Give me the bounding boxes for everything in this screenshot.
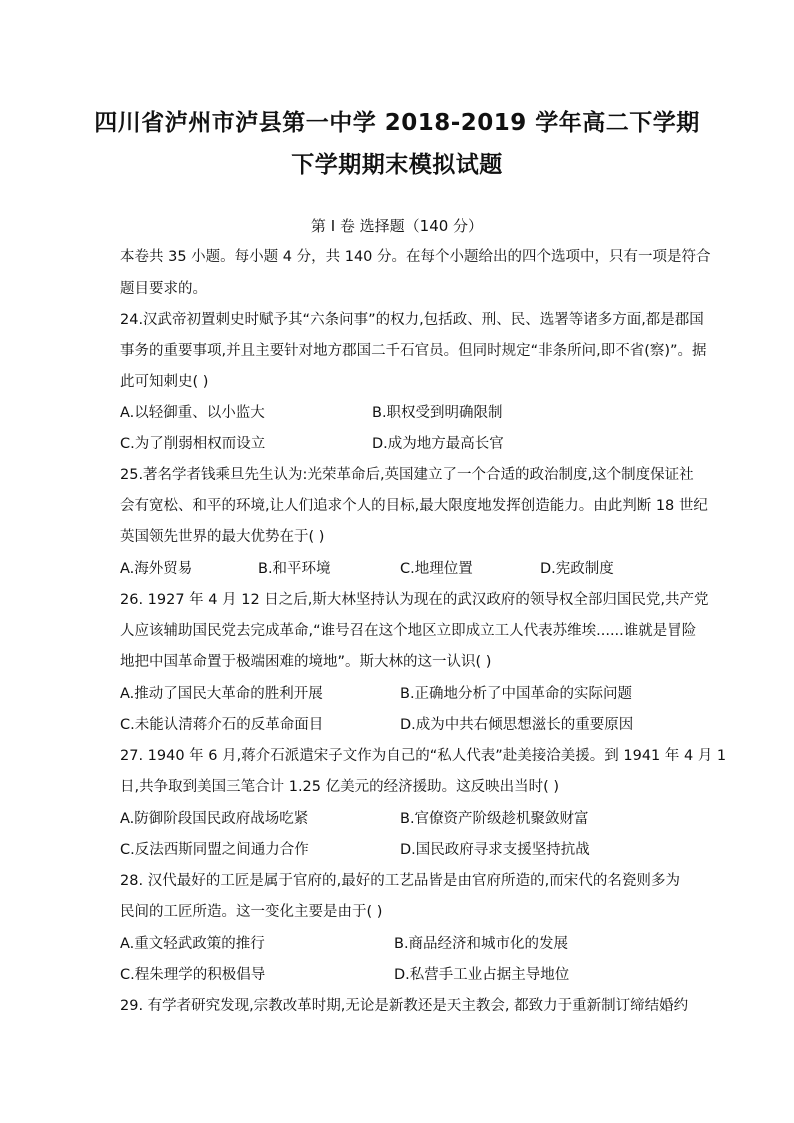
question-27-stem-line-1: 27. 1940 年 6 月,蒋介石派遣宋子文作为自己的“私人代表”赴美接洽美援。到 1941 年 4 月 1 [120,748,727,764]
question-24-stem-line-2: 事务的重要事项,并且主要针对地方郡国二千石官员。但同时规定“非条所问,即不省(察)”。据 [120,343,707,359]
question-26-option-a: A.推动了国民大革命的胜利开展 [120,686,323,702]
question-29-stem-line-1: 29. 有学者研究发现,宗教改革时期,无论是新教还是天主教会, 都致力于重新制订缔结婚约 [120,998,689,1014]
question-25-option-c: C.地理位置 [400,561,473,577]
question-25-option-d: D.宪政制度 [540,561,614,577]
question-24-stem-line-1: 24.汉武帝初置刺史时赋予其“六条问事”的权力,包括政、刑、民、选署等诸多方面,都是郡国 [120,312,704,328]
question-27-option-a: A.防御阶段国民政府战场吃紧 [120,811,309,827]
section-heading: 第 I 卷 选择题（140 分） [310,217,484,235]
question-25-option-a: A.海外贸易 [120,561,193,577]
question-28-option-b: B.商品经济和城市化的发展 [394,936,569,952]
question-27-stem-line-2: 日,共争取到美国三笔合计 1.25 亿美元的经济援助。这反映出当时( ) [120,779,560,795]
question-26-stem-line-2: 人应该辅助国民党去完成革命,“谁号召在这个地区立即成立工人代表苏维埃......谁就是冒险 [120,623,697,639]
question-26-stem-line-1: 26. 1927 年 4 月 12 日之后,斯大林坚持认为现在的武汉政府的领导权全部归国民党,共产党 [120,592,709,608]
question-26-stem-line-3: 地把中国革命置于极端困难的境地”。斯大林的这一认识( ) [120,654,492,670]
exam-title-line-2: 下学期期末模拟试题 [291,152,503,178]
question-28-stem-line-2: 民间的工匠所造。这一变化主要是由于( ) [120,904,383,920]
question-25-option-b: B.和平环境 [258,561,331,577]
instructions-line-1: 本卷共 35 小题。每小题 4 分，共 140 分。在每个小题给出的四个选项中，只有一项是符合 [120,249,711,265]
question-24-option-c: C.为了削弱相权而设立 [120,436,266,452]
question-26-option-c: C.未能认清蒋介石的反革命面目 [120,717,324,733]
question-24-option-d: D.成为地方最高长官 [372,436,504,452]
question-28-option-a: A.重文轻武政策的推行 [120,936,265,952]
question-26-option-d: D.成为中共右倾思想滋长的重要原因 [400,717,634,733]
question-27-option-b: B.官僚资产阶级趁机聚敛财富 [400,811,589,827]
instructions-line-2: 题目要求的。 [120,281,207,297]
question-28-stem-line-1: 28. 汉代最好的工匠是属于官府的,最好的工艺品皆是由官府所造的,而宋代的名瓷则多为 [120,873,680,889]
question-25-stem-line-3: 英国领先世界的最大优势在于( ) [120,529,325,545]
question-26-option-b: B.正确地分析了中国革命的实际问题 [400,686,633,702]
question-24-option-b: B.职权受到明确限制 [372,405,503,421]
question-28-option-c: C.程朱理学的积极倡导 [120,967,266,983]
question-25-stem-line-2: 会有宽松、和平的环境,让人们追求个人的目标,最大限度地发挥创造能力。由此判断 18 世纪 [120,498,708,514]
question-28-option-d: D.私营手工业占据主导地位 [394,967,570,983]
question-27-option-d: D.国民政府寻求支援坚持抗战 [400,842,590,858]
exam-title-line-1: 四川省泸州市泸县第一中学 2018-2019 学年高二下学期 [94,110,700,136]
question-24-stem-line-3: 此可知刺史( ) [120,374,209,390]
question-24-option-a: A.以轻御重、以小监大 [120,405,265,421]
question-27-option-c: C.反法西斯同盟之间通力合作 [120,842,309,858]
question-25-stem-line-1: 25.著名学者钱乘旦先生认为:光荣革命后,英国建立了一个合适的政治制度,这个制度保证社 [120,467,694,483]
